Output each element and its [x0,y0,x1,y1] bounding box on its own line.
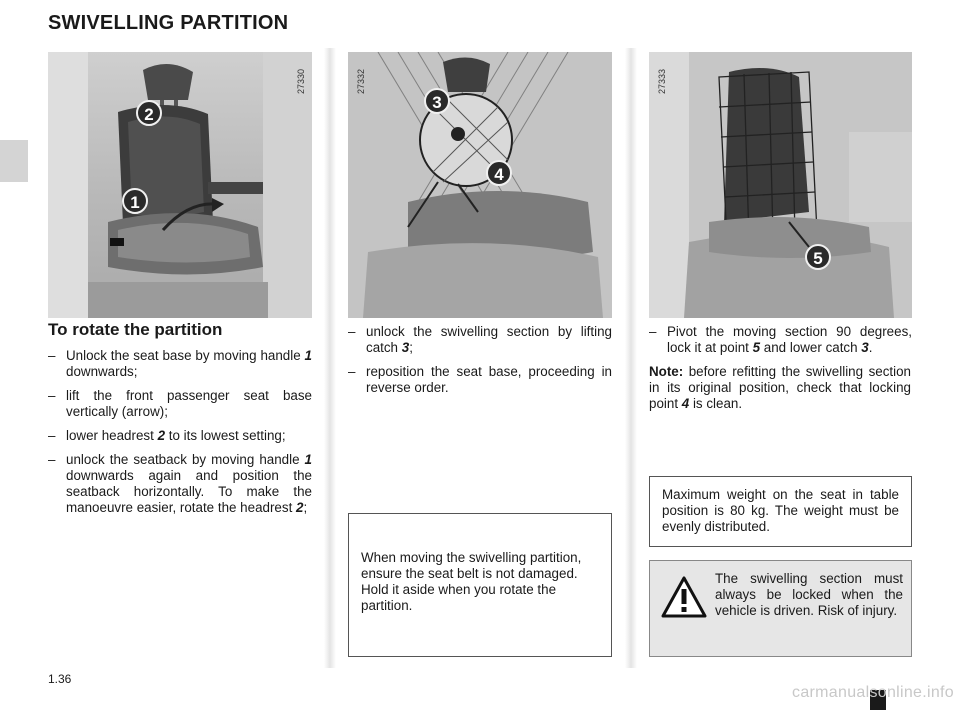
page-title: SWIVELLING PARTITION [48,12,289,34]
column-divider [324,48,336,668]
step-dash: – [48,348,56,363]
column-divider [625,48,637,668]
step-item [348,364,612,396]
step-item [48,452,312,516]
step-text: . [868,340,873,355]
step-text: unlock the seatback by moving handle [66,452,305,467]
step-text: downwards; [66,364,138,379]
warning-text: The swivelling section must always be locked when the vehicle is driven. Risk of injury. [715,571,903,618]
page-number: 1.36 [48,672,72,686]
section-heading: To rotate the partition [48,320,223,339]
seat-illustration [48,52,312,318]
watermark: carmanualsonline.info [792,684,954,701]
ref-number: 1 [304,452,312,467]
callout-2: 2 [136,100,162,126]
step-text: Unlock the seat base by moving handle [66,348,305,363]
step-text: to its lowest setting; [165,428,286,443]
photo-code: 27332 [356,68,366,94]
step-dash: – [48,428,56,443]
step-text: downwards again and position the seatback horizontally. To make the manoeuvre easier, rotate the headrest [66,468,312,515]
photo-seat-headrest-handle [48,52,312,318]
callout-1: 1 [122,188,148,214]
partition-illustration [348,52,612,318]
photo-code: 27333 [657,68,667,94]
column1-steps [48,348,312,524]
photo-swivel-catch [348,52,612,318]
section-tab-marker [0,140,28,182]
step-item [348,324,612,356]
ref-number: 4 [681,396,690,411]
note-text: is clean. [689,396,743,411]
callout-5: 5 [805,244,831,270]
step-dash: – [348,324,356,339]
column3-steps [649,324,912,364]
step-dash: – [48,452,56,467]
weight-box-text: Maximum weight on the seat in table position is 80 kg. The weight must be evenly distributed. [662,487,899,534]
ref-number: 5 [752,340,761,355]
weight-info-box [649,476,912,547]
step-text: ; [409,340,413,355]
step-text: unlock the swivelling section by lifting catch [366,324,612,355]
step-dash: – [48,388,56,403]
ref-number: 1 [304,348,312,363]
step-text: lift the front passenger seat base vertically (arrow); [66,388,312,419]
ref-number: 2 [296,500,304,515]
note-label: Note: [649,364,684,379]
column2-steps [348,324,612,404]
step-dash: – [649,324,657,339]
step-item [48,428,312,444]
step-text: reposition the seat base, proceeding in reverse order. [366,364,612,395]
callout-3: 3 [424,88,450,114]
photo-code: 27330 [296,68,306,94]
ref-number: 3 [401,340,410,355]
info-box [348,513,612,657]
ref-number: 3 [861,340,869,355]
note-text: before refitting the swivelling section in its original position, check that locking point [649,364,911,411]
step-item [48,388,312,420]
photo-pivoted-partition [649,52,912,318]
step-item [48,348,312,380]
info-box-text: When moving the swivelling partition, ensure the seat belt is not damaged. Hold it aside when you rotate the partition. [361,550,582,613]
step-dash: – [348,364,356,379]
step-text: lower headrest [66,428,158,443]
note-paragraph [649,364,911,412]
callout-4: 4 [486,160,512,186]
warning-triangle-icon [660,575,708,619]
step-text: ; [303,500,308,515]
warning-box [649,560,912,657]
pivoted-partition-illustration [649,52,912,318]
step-text: Pivot the moving section 90 degrees, lock it at point [667,324,912,355]
step-text: and lower catch [760,340,862,355]
step-item [649,324,912,356]
ref-number: 2 [157,428,166,443]
